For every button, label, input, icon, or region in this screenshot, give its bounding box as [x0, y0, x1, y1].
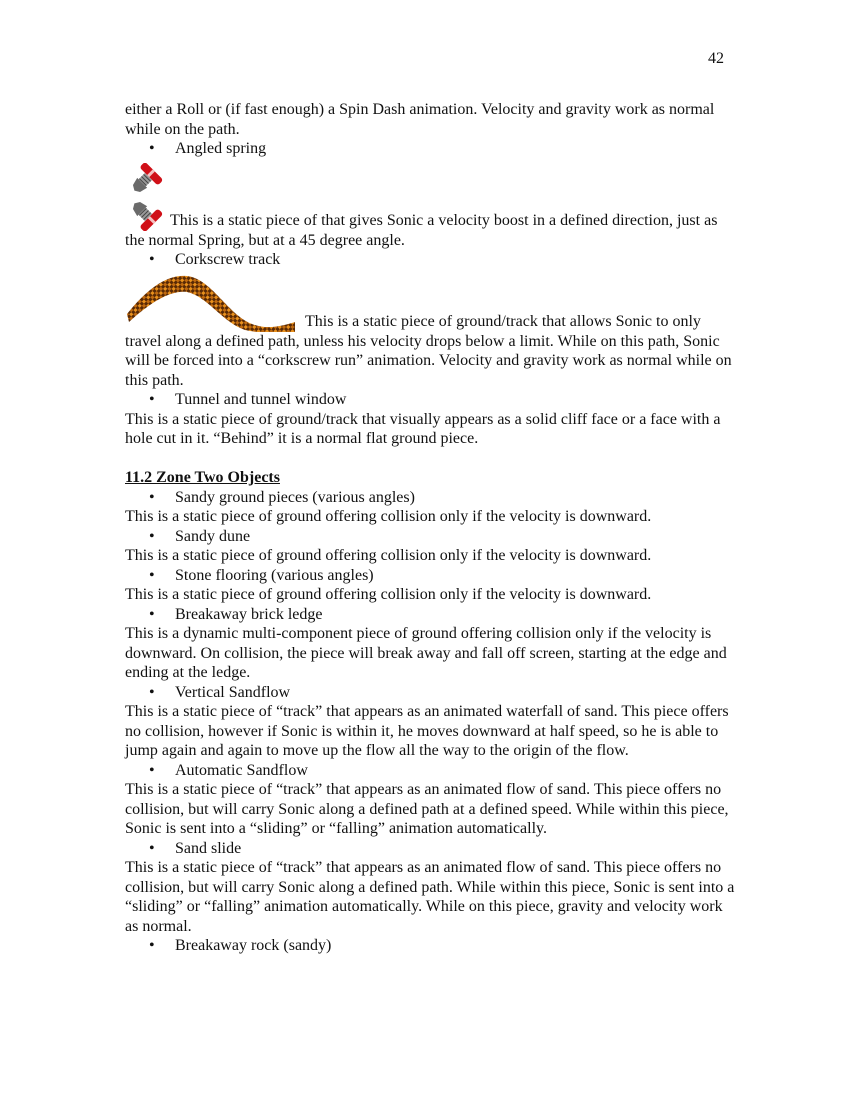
- automatic-sandflow-description: This is a static piece of “track” that appears as an animated flow of sand. This piece offers no collision, but will carry Sonic along a defined path at a defined speed. While within this piece, Sonic is sent into a “sliding” or “falling” animation automatically.: [125, 781, 729, 837]
- sandy-dune-description: This is a static piece of ground offering collision only if the velocity is downward.: [125, 547, 652, 564]
- zone-two-objects-list: [125, 488, 735, 956]
- bullet-automatic-sandflow: • Automatic Sandflow: [125, 761, 735, 781]
- angled-spring-description-line: [125, 197, 735, 251]
- bullet-sandy-dune: • Sandy dune: [125, 527, 735, 547]
- vertical-sandflow-description: This is a static piece of “track” that appears as an animated waterfall of sand. This piece offers no collision, however if Sonic is within it, he moves downward at half speed, so he is able to jump again and again to move up the flow all the way to the origin of the flow.: [125, 703, 729, 759]
- stone-flooring-description: This is a static piece of ground offering collision only if the velocity is downward.: [125, 586, 652, 603]
- bullet-stone-flooring: • Stone flooring (various angles): [125, 566, 735, 586]
- bullet-tunnel: • Tunnel and tunnel window: [125, 390, 735, 410]
- bullet-breakaway-rock: • Breakaway rock (sandy): [125, 936, 735, 956]
- bullet-corkscrew-track: • Corkscrew track: [125, 250, 735, 270]
- bullet-vertical-sandflow: • Vertical Sandflow: [125, 683, 735, 703]
- angled-spring-description: This is a static piece of that gives Sonic a velocity boost in a defined direction, just as the normal Spring, but at a 45 degree angle.: [125, 212, 718, 249]
- paragraph-continuation: either a Roll or (if fast enough) a Spin Dash animation. Velocity and gravity work as normal while on the path.: [125, 101, 715, 138]
- tunnel-description: This is a static piece of ground/track that visually appears as a solid cliff face or a face with a hole cut in it. “Behind” it is a normal flat ground piece.: [125, 410, 721, 447]
- sand-slide-description: This is a static piece of “track” that appears as an animated flow of sand. This piece offers no collision, but will carry Sonic along a defined path. While within this piece, Sonic is sent into a “sliding” or “falling” animation automatically. While on this piece, gravity and velocity work as normal.: [125, 859, 735, 935]
- bullet-sandy-ground: • Sandy ground pieces (various angles): [125, 488, 735, 508]
- page-number: 42: [708, 50, 724, 67]
- breakaway-brick-ledge-description: This is a dynamic multi-component piece of ground offering collision only if the velocity is downward. On collision, the piece will break away and fall off screen, starting at the edge and ending at the ledge.: [125, 625, 727, 681]
- corkscrew-description-first: This is a static piece of ground/track that allows Sonic to only: [305, 313, 701, 330]
- corkscrew-description-line: [125, 270, 735, 332]
- corkscrew-track-image: [127, 274, 299, 332]
- bullet-breakaway-brick-ledge: • Breakaway brick ledge: [125, 605, 735, 625]
- section-heading: 11.2 Zone Two Objects: [125, 469, 280, 486]
- bullet-sand-slide: • Sand slide: [125, 839, 735, 859]
- document-body: [125, 100, 735, 956]
- angled-spring-up-icon: [126, 163, 164, 197]
- corkscrew-description-rest: travel along a defined path, unless his velocity drops below a limit. While on this path, Sonic will be forced into a “corkscrew run” animation. Velocity and gravity work as normal while on this path.: [125, 332, 732, 389]
- angled-spring-down-icon: [126, 197, 164, 231]
- bullet-angled-spring: • Angled spring: [125, 139, 735, 159]
- corkscrew-track-shape: [127, 275, 295, 331]
- sandy-ground-description: This is a static piece of ground offering collision only if the velocity is downward.: [125, 508, 652, 525]
